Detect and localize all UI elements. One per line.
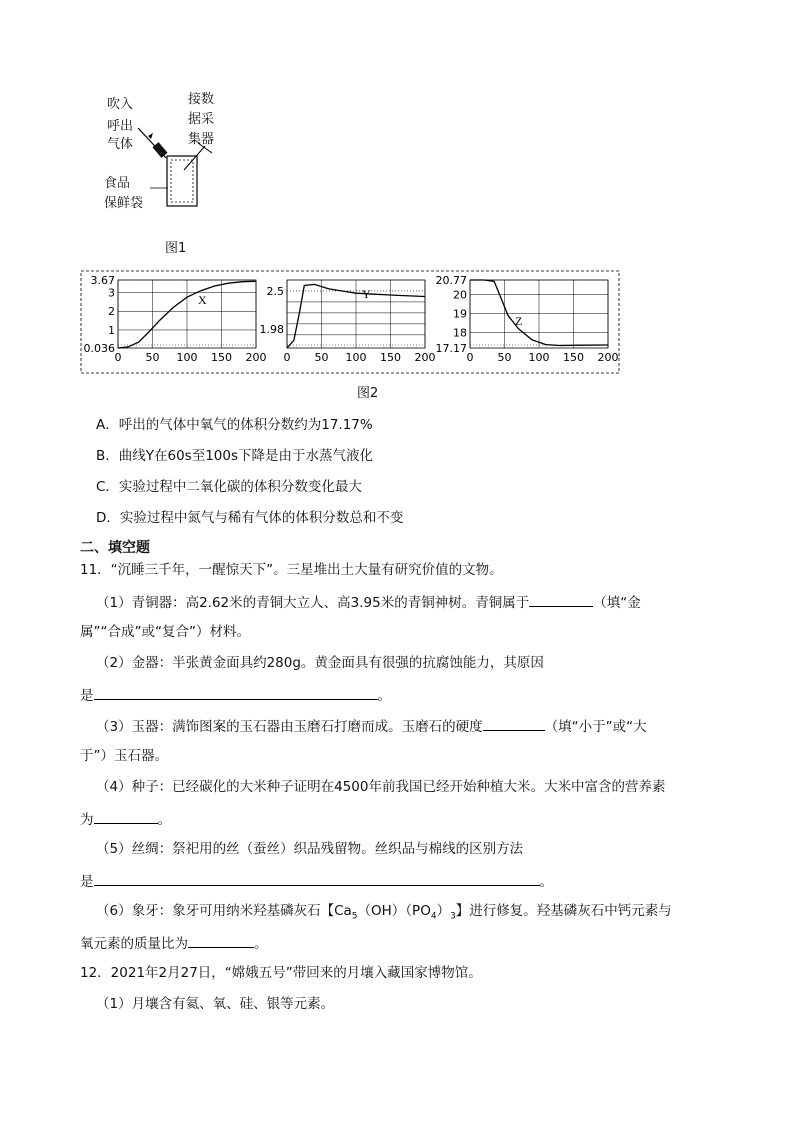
y-tick-label: 18	[453, 326, 467, 340]
figure-1	[100, 88, 240, 218]
y-tick-label: 1	[108, 323, 115, 337]
x-tick-label: 150	[380, 351, 401, 364]
label-exhale-1: 呼出	[107, 119, 134, 134]
q11-part5-line1: （5）丝绸：祭祀用的丝（蚕丝）织品残留物。丝织品与棉线的区别方法	[96, 841, 524, 857]
y-tick-label: 1.98	[259, 323, 284, 336]
label-collector-2: 据采	[188, 112, 215, 127]
x-tick-label: 200	[245, 351, 267, 364]
q11-stem: 11．“沉睡三千年，一醒惊天下”。三星堆出土大量有研究价值的文物。	[80, 562, 503, 578]
q11-part6-line2	[80, 933, 268, 953]
y-tick-label: 17.17	[435, 342, 467, 355]
answer-blank[interactable]	[94, 871, 540, 886]
answer-blank[interactable]	[94, 685, 378, 700]
option-b: B．曲线Y在60s至100s下降是由于水蒸气液化	[96, 448, 374, 464]
label-exhale-2: 气体	[107, 137, 134, 152]
q11-part4-line1: （4）种子：已经碳化的大米种子证明在4500年前我国已经开始种植大米。大米中富含的营养素	[96, 779, 666, 795]
q11-part3-line2: 于”）玉石器。	[80, 748, 168, 764]
series-label-x: X	[198, 293, 207, 307]
x-tick-label: 200	[414, 351, 436, 364]
q11-part4-end: 。	[157, 812, 171, 828]
figure-2-charts	[80, 270, 620, 374]
q11-part1-text: （1）青铜器：高2.62米的青铜大立人、高3.95米的青铜神树。青铜属于	[96, 595, 530, 611]
option-d: D．实验过程中氮气与稀有气体的体积分数总和不变	[96, 510, 404, 526]
label-blow: 吹入	[107, 97, 134, 112]
y-tick-label: 3.67	[90, 274, 115, 287]
x-tick-label: 50	[314, 351, 329, 364]
x-tick-label: 100	[176, 351, 198, 364]
q11-part4-line2	[80, 809, 171, 829]
bag-outline	[167, 156, 197, 206]
q11-part3-text: （3）玉器：满饰图案的玉石器由玉磨石打磨而成。玉磨石的硬度	[96, 719, 483, 735]
subscript: 3	[450, 911, 456, 922]
x-tick-label: 150	[211, 351, 232, 364]
q11-part6-formula: （OH）（PO	[357, 903, 431, 919]
y-tick-label: 19	[453, 307, 467, 321]
label-collector-3: 集器	[188, 132, 215, 147]
q11-part1-hint: （填“金	[593, 595, 641, 611]
x-tick-label: 100	[528, 351, 550, 364]
x-tick-label: 100	[345, 351, 367, 364]
x-tick-label: 0	[283, 351, 291, 364]
y-tick-label: 3	[108, 286, 115, 300]
valve	[152, 142, 167, 158]
q11-part6-text: （6）象牙：象牙可用纳米羟基磷灰石【Ca	[96, 903, 352, 919]
y-tick-label: 20	[453, 288, 467, 302]
series-label-y: Y	[362, 287, 371, 301]
q11-part6-lead: 氧元素的质量比为	[80, 936, 188, 952]
q11-part2-line1: （2）金器：半张黄金面具约280g。黄金面具有很强的抗腐蚀能力，其原因	[96, 655, 544, 671]
q11-part5-end: 。	[539, 874, 553, 890]
x-tick-label: 50	[145, 351, 160, 364]
answer-blank[interactable]	[94, 809, 158, 824]
y-tick-label: 20.77	[435, 274, 467, 287]
subscript: 4	[430, 911, 437, 922]
q11-part3-line1	[96, 716, 647, 736]
option-c: C．实验过程中二氧化碳的体积分数变化最大	[96, 479, 362, 495]
q11-part6-line1	[96, 902, 672, 926]
q11-part6-rest: 】进行修复。羟基磷灰石中钙元素与	[455, 903, 672, 919]
y-tick-label: 0.036	[83, 342, 115, 355]
q11-part5-lead: 是	[80, 874, 94, 890]
y-tick-label: 2	[108, 305, 115, 319]
subscript: 5	[351, 911, 358, 922]
label-collector-1: 接数	[188, 92, 215, 107]
answer-blank[interactable]	[188, 933, 254, 948]
option-a: A．呼出的气体中氧气的体积分数约为17.17%	[96, 417, 373, 433]
q11-part2-end: 。	[377, 688, 391, 704]
bag-inner-dashed	[171, 160, 193, 202]
q11-part1-line1	[96, 592, 641, 612]
q11-part6-end: 。	[254, 936, 268, 952]
figure-2	[80, 270, 620, 374]
y-tick-label: 2.5	[266, 284, 284, 298]
figure-1-caption: 图1	[165, 241, 187, 256]
series-label-z: Z	[515, 314, 523, 328]
q12-part1: （1）月壤含有氦、氧、硅、银等元素。	[96, 996, 335, 1012]
q12-stem: 12．2021年2月27日，“嫦娥五号”带回来的月壤入藏国家博物馆。	[80, 965, 482, 981]
q11-part1-line2: 属”“合成”或“复合”）材料。	[80, 624, 250, 640]
q11-part5-line2	[80, 871, 553, 891]
q11-part2-line2	[80, 685, 391, 705]
figure-2-caption: 图2	[357, 386, 379, 401]
answer-blank[interactable]	[529, 592, 593, 607]
q11-part4-lead: 为	[80, 812, 94, 828]
q11-part2-lead: 是	[80, 688, 94, 704]
section-title: 二、填空题	[80, 540, 150, 556]
answer-blank[interactable]	[483, 716, 545, 731]
label-bag-2: 保鲜袋	[104, 196, 144, 211]
x-tick-label: 200	[597, 351, 619, 364]
x-tick-label: 50	[497, 351, 512, 364]
x-tick-label: 0	[114, 351, 122, 364]
q11-part3-hint: （填“小于”或“大	[544, 719, 647, 735]
q11-part6-formula-2: ）	[436, 903, 451, 919]
x-tick-label: 150	[563, 351, 584, 364]
x-tick-label: 0	[466, 351, 474, 364]
label-bag-1: 食品	[104, 176, 131, 191]
